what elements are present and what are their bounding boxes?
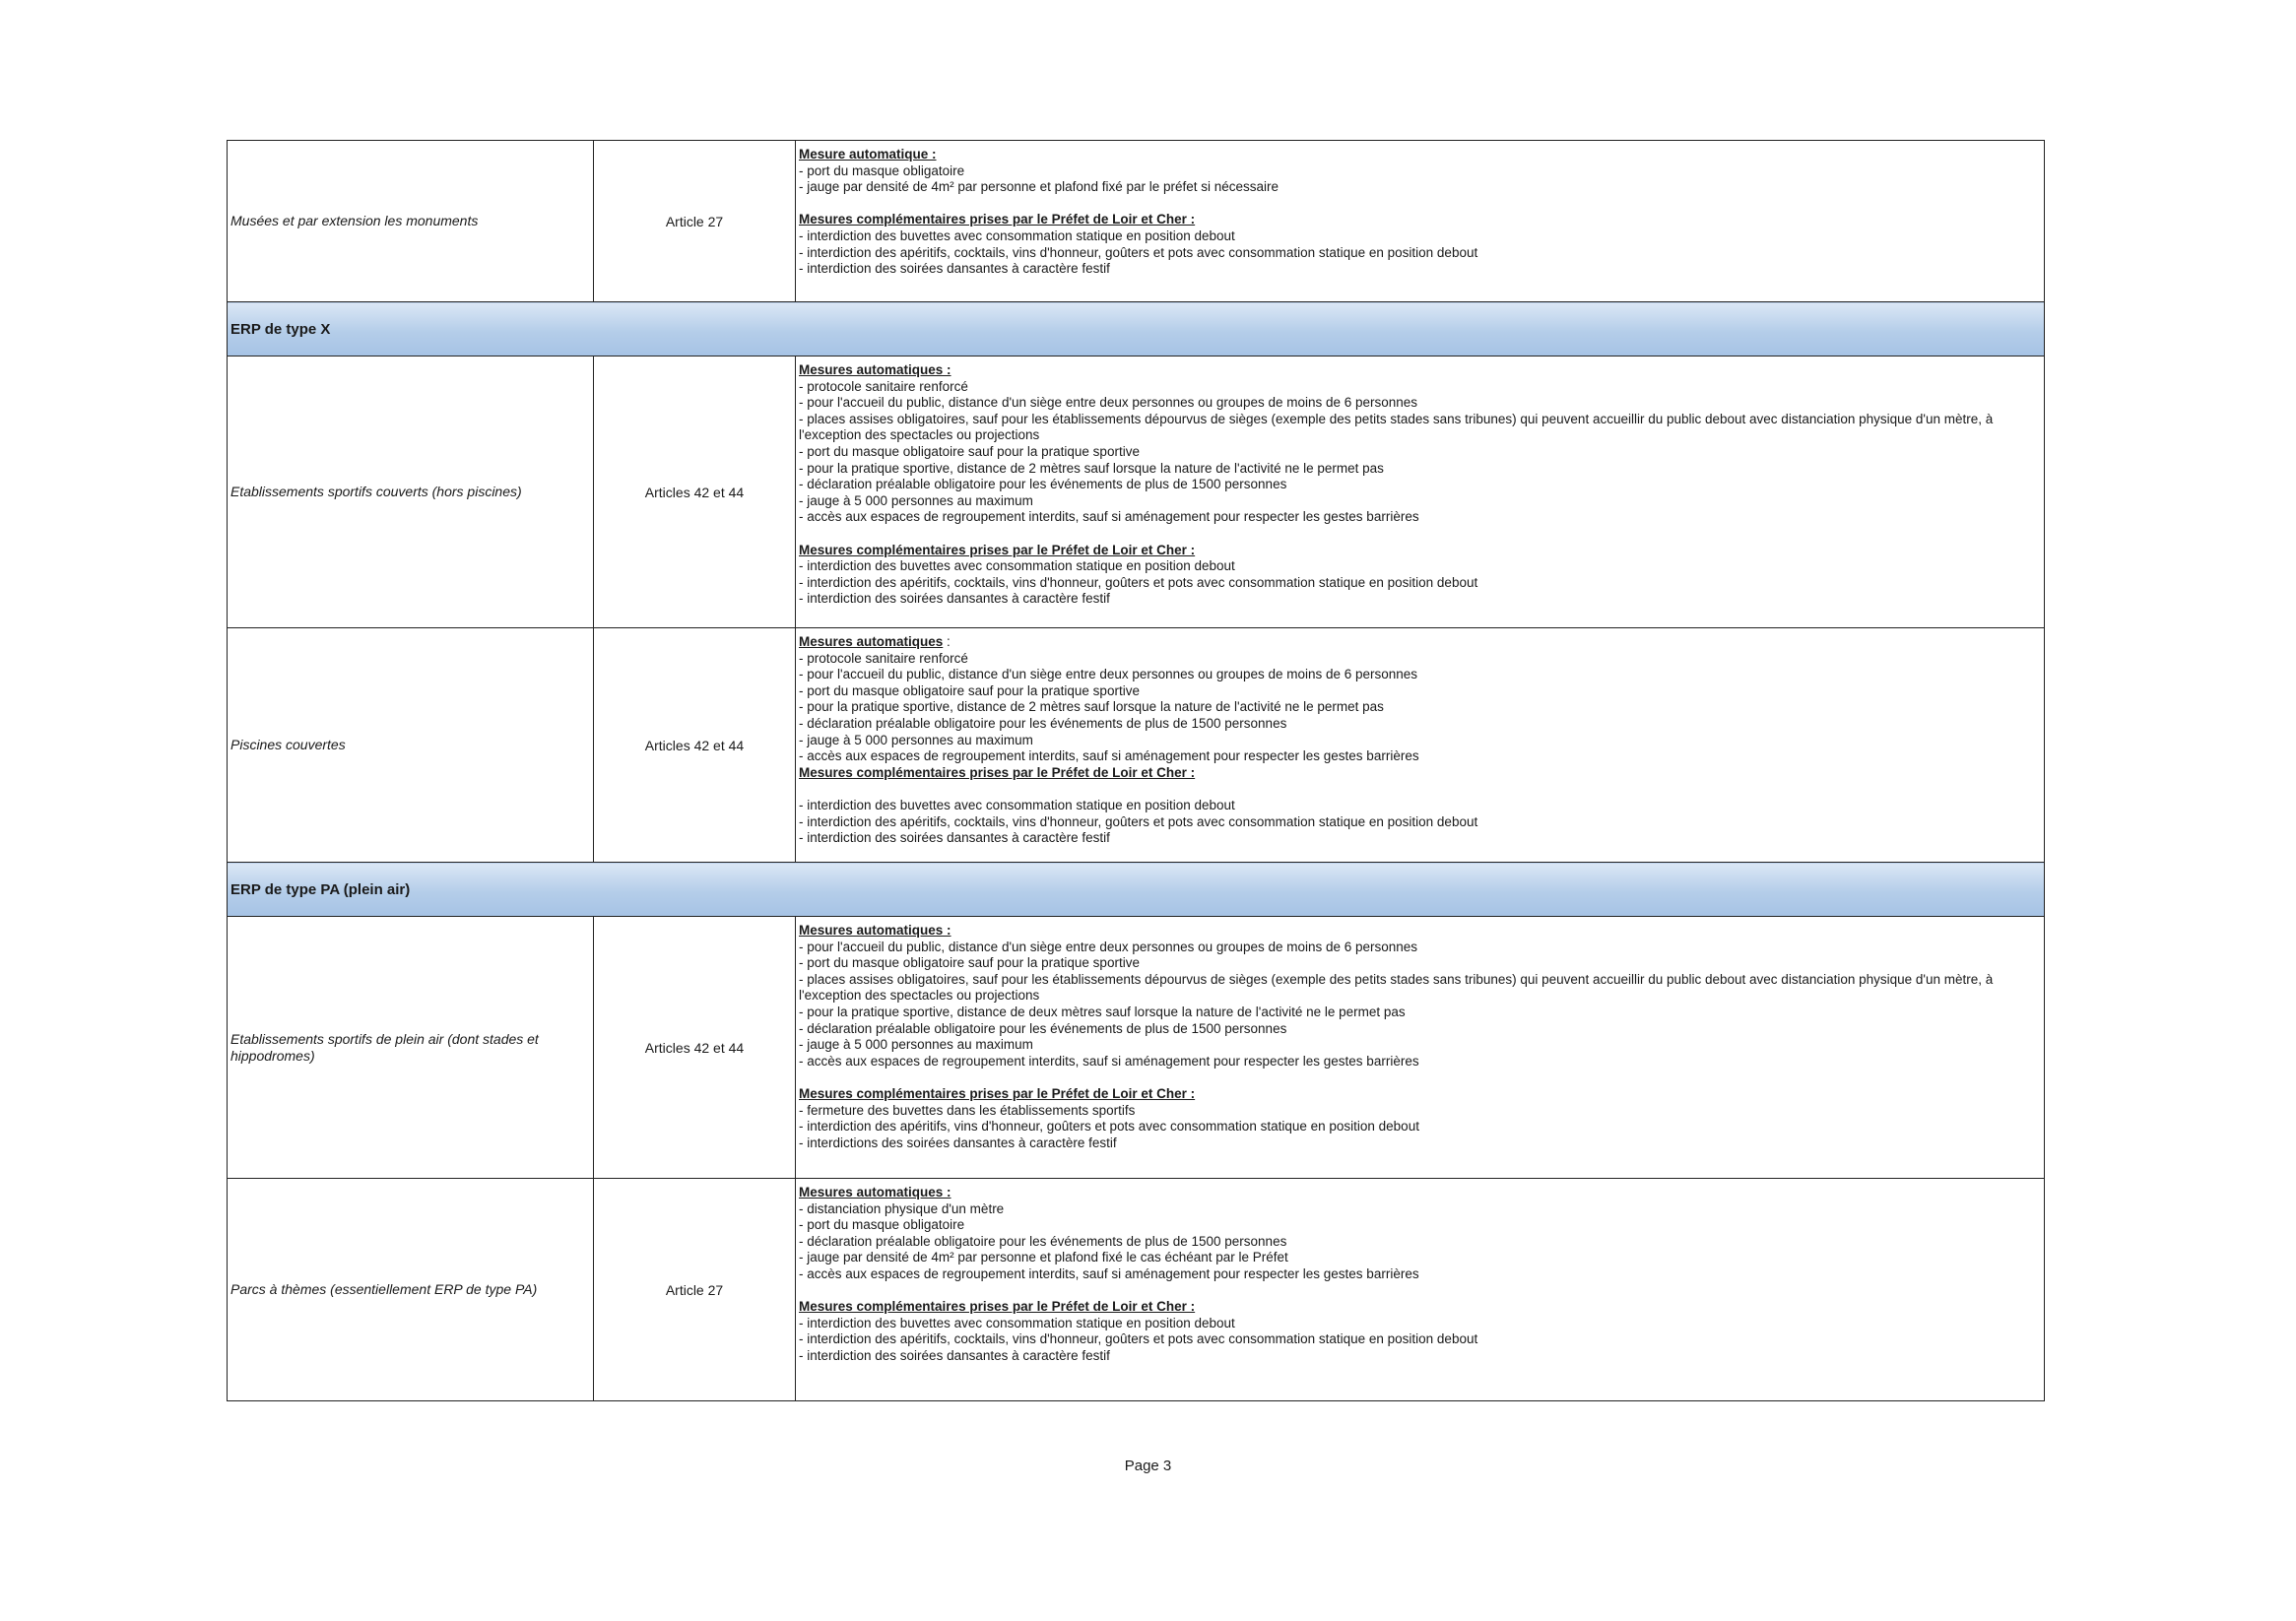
section-header-row: [228, 863, 2045, 917]
measures-heading: Mesures automatiques :: [799, 1185, 951, 1200]
measure-item: - interdiction des buvettes avec consommation statique en position debout: [799, 558, 1235, 574]
measures-heading: Mesures complémentaires prises par le Préfet de Loir et Cher :: [799, 1085, 1196, 1101]
measure-item: - déclaration préalable obligatoire pour les événements de plus de 1500 personnes: [799, 1233, 1287, 1249]
measure-item: - places assises obligatoires, sauf pour les établissements dépourvus de sièges (exemple des petits stades sans tribunes) qui peuvent accueillir du public debout avec distanciation physique d'un mètre, à l'exception des spectacles ou projections: [799, 411, 1994, 443]
measure-item: - accès aux espaces de regroupement interdits, sauf si aménagement pour respecter les gestes barrières: [799, 1053, 1419, 1069]
measures-heading: Mesures automatiques: [799, 634, 944, 649]
measure-item: - accès aux espaces de regroupement interdits, sauf si aménagement pour respecter les gestes barrières: [799, 1265, 1419, 1281]
establishment-type: Etablissements sportifs couverts (hors piscines): [228, 357, 594, 628]
measure-item: - interdiction des apéritifs, vins d'honneur, goûters et pots avec consommation statique en position debout: [799, 1119, 1419, 1135]
measures-heading: Mesures automatiques :: [799, 362, 951, 377]
measure-item: - jauge à 5 000 personnes au maximum: [799, 1037, 1033, 1053]
measure-item: - interdictions des soirées dansantes à caractère festif: [799, 1135, 1117, 1150]
establishment-type: Parcs à thèmes (essentiellement ERP de type PA): [228, 1179, 594, 1401]
table-row: [228, 628, 2045, 863]
page-number: Page 3: [1124, 1458, 1172, 1474]
measure-item: - distanciation physique d'un mètre: [799, 1200, 1005, 1216]
measure-item: - port du masque obligatoire sauf pour la pratique sportive: [799, 443, 1140, 459]
establishment-type: Musées et par extension les monuments: [228, 141, 594, 302]
section-header-row: [228, 302, 2045, 357]
measure-item: - interdiction des buvettes avec consommation statique en position debout: [799, 1315, 1235, 1330]
measure-item: - pour l'accueil du public, distance d'un siège entre deux personnes ou groupes de moins de 6 personnes: [799, 395, 1418, 411]
measure-item: - interdiction des apéritifs, cocktails, vins d'honneur, goûters et pots avec consommation statique en position debout: [799, 813, 1478, 829]
measure-item: - déclaration préalable obligatoire pour les événements de plus de 1500 personnes: [799, 477, 1287, 492]
measures-cell: [796, 357, 2045, 628]
measures-heading: Mesures complémentaires prises par le Préfet de Loir et Cher :: [799, 764, 1196, 780]
measure-item: - déclaration préalable obligatoire pour les événements de plus de 1500 personnes: [799, 715, 1287, 731]
measure-item: - port du masque obligatoire sauf pour la pratique sportive: [799, 955, 1140, 971]
measure-item: - jauge par densité de 4m² par personne et plafond fixé par le préfet si nécessaire: [799, 179, 1279, 195]
measures-table: [227, 140, 2045, 1401]
measure-item: - pour l'accueil du public, distance d'un siège entre deux personnes ou groupes de moins de 6 personnes: [799, 667, 1418, 682]
measures-cell: [796, 141, 2045, 302]
measure-item: - interdiction des apéritifs, cocktails, vins d'honneur, goûters et pots avec consommation statique en position debout: [799, 1331, 1478, 1347]
measure-item: - interdiction des soirées dansantes à caractère festif: [799, 261, 1110, 277]
measure-item: - fermeture des buvettes dans les établissements sportifs: [799, 1102, 1136, 1118]
section-title: ERP de type PA (plein air): [228, 863, 2045, 917]
section-title: ERP de type X: [228, 302, 2045, 357]
measure-item: - interdiction des soirées dansantes à caractère festif: [799, 830, 1110, 846]
measures-heading-suffix: :: [943, 634, 951, 649]
table-row: [228, 141, 2045, 302]
measure-item: - jauge à 5 000 personnes au maximum: [799, 732, 1033, 747]
measure-item: - interdiction des buvettes avec consommation statique en position debout: [799, 797, 1235, 812]
measures-cell: [796, 1179, 2045, 1401]
article-reference: Articles 42 et 44: [594, 357, 796, 628]
establishment-type: Piscines couvertes: [228, 628, 594, 863]
measure-item: - pour l'accueil du public, distance d'un siège entre deux personnes ou groupes de moins de 6 personnes: [799, 939, 1418, 954]
article-reference: Articles 42 et 44: [594, 628, 796, 863]
measure-item: - déclaration préalable obligatoire pour les événements de plus de 1500 personnes: [799, 1020, 1287, 1036]
measures-heading: Mesures complémentaires prises par le Préfet de Loir et Cher :: [799, 212, 1196, 227]
measure-item: - pour la pratique sportive, distance de 2 mètres sauf lorsque la nature de l'activité ne le permet pas: [799, 460, 1384, 476]
measure-item: - pour la pratique sportive, distance de deux mètres sauf lorsque la nature de l'activité ne le permet pas: [799, 1004, 1406, 1019]
measure-item: - interdiction des apéritifs, cocktails, vins d'honneur, goûters et pots avec consommation statique en position debout: [799, 574, 1478, 590]
measure-item: - accès aux espaces de regroupement interdits, sauf si aménagement pour respecter les gestes barrières: [799, 509, 1419, 525]
establishment-type: Etablissements sportifs de plein air (dont stades et hippodromes): [228, 917, 594, 1179]
measure-item: - interdiction des apéritifs, cocktails, vins d'honneur, goûters et pots avec consommation statique en position debout: [799, 244, 1478, 260]
measure-item: - port du masque obligatoire: [799, 1217, 965, 1233]
measure-item: - port du masque obligatoire: [799, 162, 965, 178]
measures-heading: Mesures complémentaires prises par le Préfet de Loir et Cher :: [799, 542, 1196, 557]
table-row: [228, 357, 2045, 628]
article-reference: Article 27: [594, 1179, 796, 1401]
measure-item: - interdiction des soirées dansantes à caractère festif: [799, 591, 1110, 607]
measure-item: - protocole sanitaire renforcé: [799, 378, 968, 394]
measure-item: - places assises obligatoires, sauf pour les établissements dépourvus de sièges (exemple des petits stades sans tribunes) qui peuvent accueillir du public debout avec distanciation physique d'un mètre, à l'exception des spectacles ou projections: [799, 971, 1994, 1004]
measures-heading: Mesures automatiques :: [799, 923, 951, 938]
measure-item: - pour la pratique sportive, distance de 2 mètres sauf lorsque la nature de l'activité ne le permet pas: [799, 699, 1384, 715]
measure-item: - port du masque obligatoire sauf pour la pratique sportive: [799, 682, 1140, 698]
measures-cell: [796, 628, 2045, 863]
measures-cell: [796, 917, 2045, 1179]
measure-item: - protocole sanitaire renforcé: [799, 650, 968, 666]
measures-heading: Mesures complémentaires prises par le Préfet de Loir et Cher :: [799, 1299, 1196, 1315]
measure-item: - jauge par densité de 4m² par personne et plafond fixé le cas échéant par le Préfet: [799, 1250, 1288, 1265]
measure-item: - interdiction des soirées dansantes à caractère festif: [799, 1347, 1110, 1363]
table-row: [228, 917, 2045, 1179]
table-row: [228, 1179, 2045, 1401]
measures-heading: Mesure automatique :: [799, 147, 937, 162]
measure-item: - jauge à 5 000 personnes au maximum: [799, 492, 1033, 508]
measure-item: - accès aux espaces de regroupement interdits, sauf si aménagement pour respecter les gestes barrières: [799, 748, 1419, 764]
article-reference: Article 27: [594, 141, 796, 302]
article-reference: Articles 42 et 44: [594, 917, 796, 1179]
measure-item: - interdiction des buvettes avec consommation statique en position debout: [799, 227, 1235, 243]
